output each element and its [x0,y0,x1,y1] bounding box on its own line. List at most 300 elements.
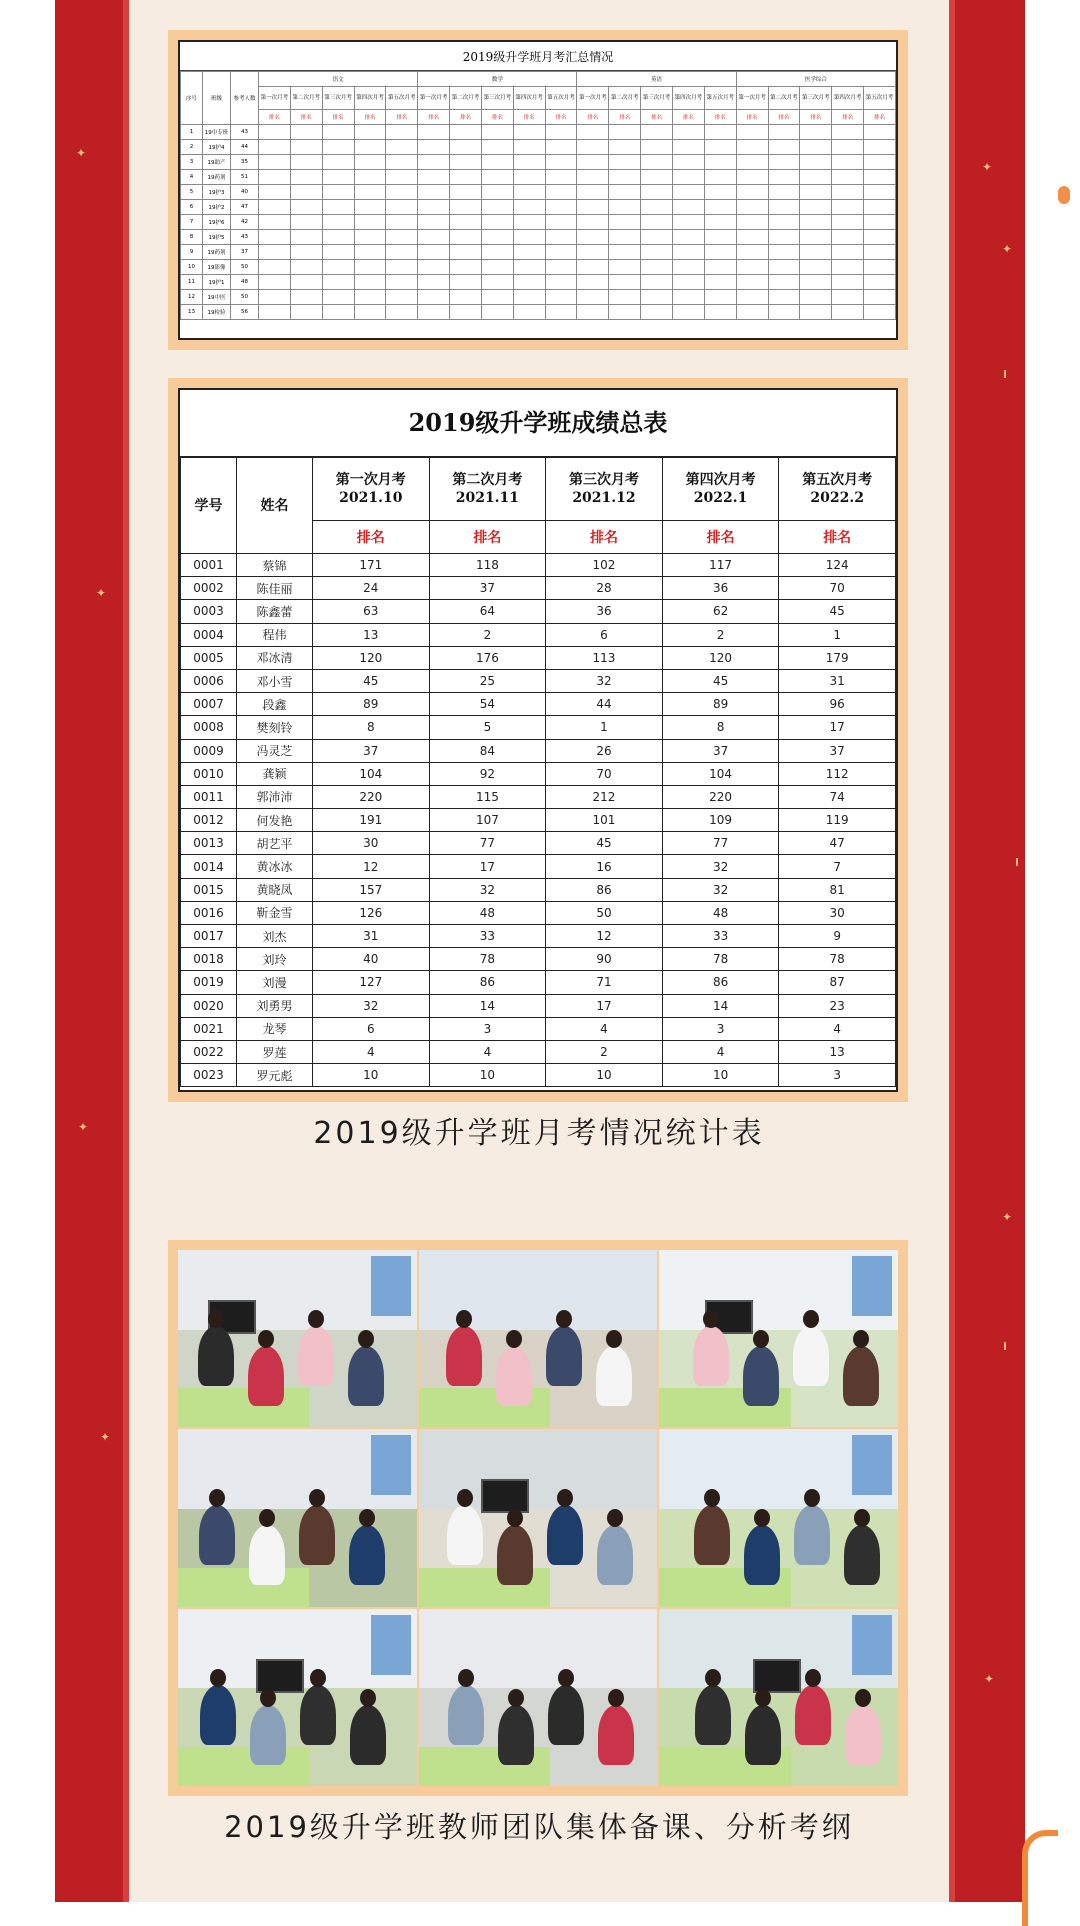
summary-rank-cell [641,185,673,200]
summary-count: 48 [231,275,259,290]
summary-rank-cell [641,200,673,215]
summary-rank-row [181,110,896,125]
student-name: 刘玲 [237,948,313,971]
summary-rank-cell [322,260,354,275]
rank-cell: 32 [546,669,663,692]
summary-rank-cell [641,170,673,185]
summary-rank-cell [641,305,673,320]
summary-rank-label: 排名 [864,110,896,125]
rank-cell: 45 [313,669,430,692]
rank-cell: 32 [662,878,779,901]
summary-class: 19护1 [203,275,231,290]
table-row [181,948,896,971]
summary-exam-header: 第五次月考 [704,87,736,110]
rank-cell: 3 [662,1017,779,1040]
student-id: 0007 [181,693,237,716]
rank-cell: 36 [662,577,779,600]
student-id: 0009 [181,739,237,762]
rank-cell: 24 [313,577,430,600]
rank-cell: 17 [546,994,663,1017]
rank-cell: 45 [546,832,663,855]
summary-rank-cell [768,155,800,170]
summary-subject-header: 语文 [259,72,418,87]
rank-cell: 12 [313,855,430,878]
rank-cell: 45 [662,669,779,692]
summary-exam-header: 第二次月考 [450,87,482,110]
summary-exam-header: 第一次月考 [418,87,450,110]
summary-rank-cell [259,170,291,185]
summary-rank-label: 排名 [641,110,673,125]
rank-cell: 6 [546,623,663,646]
summary-rank-cell [513,305,545,320]
summary-rank-cell [768,275,800,290]
rank-cell: 70 [779,577,896,600]
rank-cell: 37 [662,739,779,762]
summary-header-row [181,72,896,87]
summary-rank-cell [768,140,800,155]
student-id: 0013 [181,832,237,855]
summary-rank-cell [832,155,864,170]
summary-rank-cell [672,275,704,290]
summary-rank-cell [545,230,577,245]
summary-rank-cell [481,170,513,185]
student-id: 0002 [181,577,237,600]
summary-rank-cell [545,275,577,290]
summary-rank-cell [736,155,768,170]
summary-count: 56 [231,305,259,320]
rank-cell: 62 [662,600,779,623]
summary-rank-cell [704,305,736,320]
rank-cell: 14 [429,994,546,1017]
summary-table [180,71,896,320]
student-name: 陈佳丽 [237,577,313,600]
rank-cell: 47 [779,832,896,855]
rank-cell: 32 [429,878,546,901]
rank-cell: 10 [662,1064,779,1087]
summary-rank-cell [672,215,704,230]
table-row [181,1064,896,1087]
summary-seq: 8 [181,230,203,245]
student-name: 樊刻铃 [237,716,313,739]
summary-rank-cell [354,260,386,275]
summary-rank-cell [290,170,322,185]
summary-rank-cell [354,245,386,260]
summary-rank-cell [450,275,482,290]
summary-rank-cell [768,290,800,305]
summary-rank-cell [736,200,768,215]
student-id: 0015 [181,878,237,901]
summary-rank-cell [545,305,577,320]
exam-name: 第一次月考 [335,472,406,488]
rank-cell: 2 [546,1040,663,1063]
summary-count: 42 [231,215,259,230]
exam-date: 2022.2 [810,490,864,506]
rank-cell: 171 [313,554,430,577]
summary-rank-cell [577,200,609,215]
rank-cell: 14 [662,994,779,1017]
exam-header [779,458,896,521]
summary-rank-cell [609,215,641,230]
summary-rank-cell [354,290,386,305]
summary-rank-cell [450,215,482,230]
summary-rank-label: 排名 [768,110,800,125]
summary-rank-cell [481,245,513,260]
summary-table-title: 2019级升学班月考汇总情况 [180,42,896,71]
summary-rank-cell [386,185,418,200]
summary-rank-cell [481,125,513,140]
summary-rank-label: 排名 [609,110,641,125]
student-id: 0005 [181,646,237,669]
summary-rank-cell [386,260,418,275]
summary-rank-cell [864,170,896,185]
summary-rank-cell [513,155,545,170]
exam-header [662,458,779,521]
summary-rank-cell [577,215,609,230]
summary-rank-cell [354,200,386,215]
student-id: 0020 [181,994,237,1017]
rank-label: 排名 [313,521,430,554]
rank-cell: 13 [779,1040,896,1063]
summary-rank-cell [864,200,896,215]
summary-rank-cell [832,200,864,215]
summary-table-row [181,305,896,320]
summary-rank-cell [672,200,704,215]
summary-rank-cell [609,125,641,140]
summary-rank-label: 排名 [672,110,704,125]
summary-rank-cell [450,200,482,215]
rank-cell: 12 [546,925,663,948]
summary-rank-cell [450,185,482,200]
summary-rank-cell [864,230,896,245]
score-header-row [181,458,896,521]
table-row [181,577,896,600]
summary-count: 37 [231,245,259,260]
decor-dash [1004,1342,1006,1350]
rank-cell: 32 [662,855,779,878]
summary-rank-cell [609,290,641,305]
rank-cell: 4 [429,1040,546,1063]
summary-rank-cell [354,140,386,155]
rank-cell: 127 [313,971,430,994]
rank-cell: 48 [429,901,546,924]
summary-class: 19药剂 [203,245,231,260]
table-row [181,762,896,785]
summary-seq: 10 [181,260,203,275]
rank-cell: 87 [779,971,896,994]
rank-cell: 81 [779,878,896,901]
summary-seq: 4 [181,170,203,185]
summary-exam-header: 第四次月考 [672,87,704,110]
student-name: 邓小雪 [237,669,313,692]
summary-rank-label: 排名 [545,110,577,125]
rank-cell: 33 [662,925,779,948]
summary-rank-cell [481,230,513,245]
rank-label: 排名 [429,521,546,554]
summary-rank-cell [322,290,354,305]
student-id: 0014 [181,855,237,878]
student-id: 0008 [181,716,237,739]
summary-rank-cell [545,170,577,185]
summary-rank-cell [736,140,768,155]
student-id: 0017 [181,925,237,948]
photo-caption: 2019级升学班教师团队集体备课、分析考纲 [224,1810,854,1844]
right-band-edge [949,0,955,1902]
rank-cell: 30 [313,832,430,855]
rank-cell: 86 [429,971,546,994]
summary-rank-label: 排名 [704,110,736,125]
rank-cell: 86 [662,971,779,994]
summary-rank-cell [641,155,673,170]
summary-rank-cell [481,140,513,155]
summary-rank-cell [322,245,354,260]
summary-rank-cell [386,125,418,140]
rank-cell: 78 [429,948,546,971]
rank-cell: 26 [546,739,663,762]
summary-rank-label: 排名 [322,110,354,125]
rank-cell: 10 [313,1064,430,1087]
summary-rank-label: 排名 [577,110,609,125]
student-id: 0022 [181,1040,237,1063]
summary-rank-cell [641,275,673,290]
summary-seq: 13 [181,305,203,320]
summary-rank-label: 排名 [354,110,386,125]
student-name: 刘漫 [237,971,313,994]
summary-table-row [181,275,896,290]
summary-rank-cell [290,305,322,320]
rank-label: 排名 [662,521,779,554]
summary-rank-cell [481,155,513,170]
rank-cell: 50 [546,901,663,924]
student-id: 0004 [181,623,237,646]
summary-rank-cell [672,155,704,170]
exam-name: 第五次月考 [802,472,873,488]
rank-cell: 107 [429,809,546,832]
table-row [181,739,896,762]
summary-rank-cell [418,245,450,260]
summary-exam-header: 第五次月考 [386,87,418,110]
rank-cell: 5 [429,716,546,739]
table-row [181,925,896,948]
table-row [181,600,896,623]
summary-rank-cell [672,140,704,155]
summary-rank-cell [322,200,354,215]
summary-rank-cell [577,260,609,275]
rank-cell: 119 [779,809,896,832]
summary-header-seq: 序号 [181,72,203,125]
summary-rank-cell [418,185,450,200]
summary-table-row [181,245,896,260]
student-name: 郭沛沛 [237,785,313,808]
summary-rank-cell [450,305,482,320]
summary-rank-cell [736,230,768,245]
summary-rank-cell [641,140,673,155]
exam-header [546,458,663,521]
student-name: 刘勇男 [237,994,313,1017]
summary-rank-cell [577,140,609,155]
summary-exam-header: 第二次月考 [609,87,641,110]
summary-rank-cell [832,170,864,185]
student-id: 0001 [181,554,237,577]
rank-cell: 179 [779,646,896,669]
summary-rank-cell [322,305,354,320]
rank-cell: 3 [779,1064,896,1087]
rank-cell: 6 [313,1017,430,1040]
summary-rank-cell [513,215,545,230]
summary-exam-header: 第四次月考 [832,87,864,110]
summary-rank-cell [259,215,291,230]
summary-rank-cell [704,260,736,275]
summary-class: 19助产 [203,155,231,170]
summary-rank-cell [450,260,482,275]
rank-cell: 23 [779,994,896,1017]
rank-cell: 89 [662,693,779,716]
summary-count: 47 [231,200,259,215]
exam-name: 第二次月考 [452,472,523,488]
summary-rank-cell [641,230,673,245]
student-name: 邓冰清 [237,646,313,669]
summary-rank-cell [641,245,673,260]
summary-rank-label: 排名 [386,110,418,125]
summary-rank-cell [672,260,704,275]
table-row [181,785,896,808]
summary-subject-header: 医学综合 [736,72,895,87]
summary-rank-cell [418,230,450,245]
summary-rank-cell [418,170,450,185]
summary-exam-header: 第五次月考 [864,87,896,110]
summary-rank-cell [290,260,322,275]
exam-name: 第四次月考 [685,472,756,488]
summary-rank-cell [736,290,768,305]
summary-exam-header: 第三次月考 [800,87,832,110]
name-header: 姓名 [237,458,313,554]
student-id: 0019 [181,971,237,994]
left-band-edge [123,0,129,1902]
summary-rank-cell [832,305,864,320]
rank-cell: 191 [313,809,430,832]
rank-cell: 28 [546,577,663,600]
summary-rank-cell [736,305,768,320]
student-name: 龚颖 [237,762,313,785]
summary-rank-cell [832,125,864,140]
summary-seq: 2 [181,140,203,155]
summary-rank-cell [768,305,800,320]
rank-cell: 10 [546,1064,663,1087]
summary-rank-cell [259,155,291,170]
summary-rank-cell [768,185,800,200]
summary-rank-cell [800,140,832,155]
summary-rank-cell [418,125,450,140]
summary-rank-cell [386,155,418,170]
sparkle-icon: ✦ [984,1672,995,1686]
summary-rank-cell [577,230,609,245]
summary-rank-cell [259,245,291,260]
summary-table-row [181,185,896,200]
summary-rank-cell [259,275,291,290]
summary-rank-cell [641,125,673,140]
summary-rank-cell [322,170,354,185]
summary-class: 19中专班 [203,125,231,140]
summary-rank-cell [672,185,704,200]
rank-cell: 176 [429,646,546,669]
summary-rank-cell [577,275,609,290]
summary-seq: 1 [181,125,203,140]
rank-cell: 4 [313,1040,430,1063]
summary-rank-cell [481,290,513,305]
summary-rank-cell [259,200,291,215]
summary-rank-cell [704,170,736,185]
summary-seq: 6 [181,200,203,215]
summary-class: 19护2 [203,200,231,215]
rank-cell: 109 [662,809,779,832]
exam-header [429,458,546,521]
summary-rank-cell [864,245,896,260]
exam-header [313,458,430,521]
rank-cell: 2 [662,623,779,646]
summary-rank-cell [577,125,609,140]
rank-cell: 10 [429,1064,546,1087]
sparkle-icon: ✦ [1002,1210,1013,1224]
summary-rank-cell [418,275,450,290]
summary-rank-cell [513,140,545,155]
summary-rank-cell [259,290,291,305]
score-table-title: 2019级升学班成绩总表 [180,390,896,457]
summary-rank-cell [800,155,832,170]
summary-rank-cell [259,305,291,320]
summary-rank-cell [322,230,354,245]
table-row [181,554,896,577]
summary-rank-cell [450,125,482,140]
summary-rank-cell [768,260,800,275]
sparkle-icon: ✦ [1002,242,1013,256]
table-row [181,1040,896,1063]
summary-exam-header: 第一次月考 [577,87,609,110]
summary-rank-label: 排名 [800,110,832,125]
summary-rank-cell [704,230,736,245]
rank-cell: 4 [779,1017,896,1040]
student-id: 0010 [181,762,237,785]
exam-date: 2022.1 [693,490,748,506]
sparkle-icon: ✦ [96,586,107,600]
rank-cell: 31 [779,669,896,692]
rank-cell: 86 [546,878,663,901]
team-photo [419,1429,658,1606]
summary-rank-cell [800,290,832,305]
summary-rank-cell [513,260,545,275]
rank-cell: 220 [662,785,779,808]
summary-rank-cell [259,125,291,140]
summary-rank-cell [386,290,418,305]
rank-cell: 104 [313,762,430,785]
summary-rank-cell [259,230,291,245]
summary-rank-cell [609,170,641,185]
summary-rank-cell [704,155,736,170]
summary-rank-label: 排名 [450,110,482,125]
student-name: 陈鑫蕾 [237,600,313,623]
summary-rank-cell [290,290,322,305]
summary-exam-header: 第三次月考 [322,87,354,110]
summary-exam-header: 第四次月考 [354,87,386,110]
summary-rank-cell [545,245,577,260]
summary-rank-cell [386,275,418,290]
rank-cell: 32 [313,994,430,1017]
student-name: 黄冰冰 [237,855,313,878]
summary-rank-label: 排名 [481,110,513,125]
score-table [180,457,896,1087]
summary-rank-cell [545,185,577,200]
summary-rank-cell [354,125,386,140]
id-header: 学号 [181,458,237,554]
summary-rank-cell [832,215,864,230]
